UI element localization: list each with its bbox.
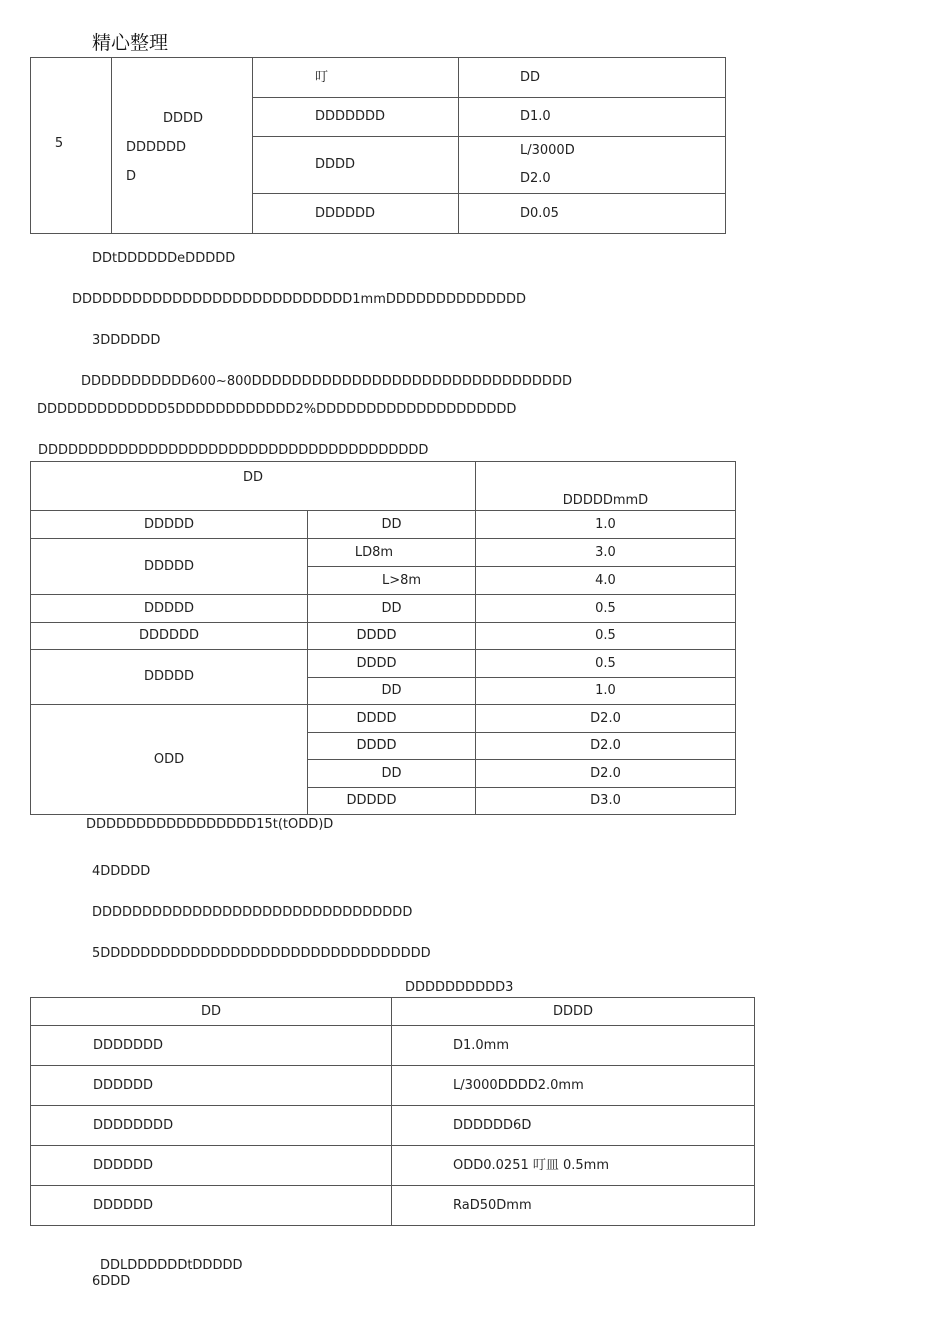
- value-cell: 4.0: [476, 567, 736, 595]
- footer-line: DDLDDDDDDtDDDDD: [100, 1258, 243, 1273]
- group-cell: DDDDD: [31, 511, 308, 539]
- header-cell: DD: [31, 998, 392, 1026]
- value-cell: 1.0: [476, 678, 736, 705]
- value-cell: 0.5: [476, 623, 736, 650]
- item-cell: DDDDDD: [31, 1066, 392, 1106]
- check-value-line: L/3000D: [520, 143, 575, 158]
- group-cell: DDDDD: [31, 539, 308, 595]
- check-item: DDDDDDD: [253, 98, 459, 137]
- group-cell: DDDDD: [31, 595, 308, 623]
- group-cell: DDDDD: [31, 650, 308, 705]
- item-cell: DDDDDD: [31, 1146, 392, 1186]
- value-cell: L/3000DDDD2.0mm: [392, 1066, 755, 1106]
- footer-line: 6DDD: [92, 1274, 131, 1289]
- check-value: D0.05: [459, 194, 726, 234]
- sub-cell: DD: [308, 511, 476, 539]
- item-name-cell: [112, 58, 253, 234]
- paragraph: DDDDDDDDDDDDDDDDDDDDDDDDDDDD1mmDDDDDDDDDDDDDD: [72, 292, 527, 307]
- item-number-cell: [31, 58, 112, 234]
- value-cell: 3.0: [476, 539, 736, 567]
- paragraph: 5DDDDDDDDDDDDDDDDDDDDDDDDDDDDDDDDD: [92, 946, 431, 961]
- item-name-line: DDDD: [163, 111, 204, 126]
- sub-cell: DDDD: [308, 623, 476, 650]
- sub-cell: DDDD: [308, 705, 476, 733]
- value-cell: D1.0mm: [392, 1026, 755, 1066]
- value-cell: D2.0: [476, 705, 736, 733]
- sub-cell: DDDD: [308, 650, 476, 678]
- check-value-line: D2.0: [520, 171, 551, 186]
- table-caption: DDDDDDDDDD3: [405, 980, 514, 995]
- group-cell: ODD: [31, 705, 308, 815]
- item-number: 5: [54, 135, 64, 151]
- paragraph: DDtDDDDDDeDDDDD: [92, 251, 236, 266]
- table-note: DDDDDDDDDDDDDDDDD15t(tODD)D: [86, 817, 334, 832]
- group-cell: DDDDDD: [31, 623, 308, 650]
- sub-cell: DDDD: [308, 733, 476, 760]
- tolerance-table-3: [30, 997, 755, 1226]
- paragraph: DDDDDDDDDDDDD5DDDDDDDDDDDD2%DDDDDDDDDDDDDDDDDDDD: [37, 402, 517, 417]
- value-cell: D3.0: [476, 788, 736, 815]
- paragraph: DDDDDDDDDDDDDDDDDDDDDDDDDDDDDDDD: [92, 905, 413, 920]
- item-name-line: DDDDDD: [126, 140, 187, 155]
- check-item: 叮: [253, 58, 459, 98]
- check-item: DDDDDD: [253, 194, 459, 234]
- item-cell: DDDDDDD: [31, 1026, 392, 1066]
- paragraph: 4DDDDD: [92, 864, 151, 879]
- header-item: DD: [31, 462, 476, 511]
- header-value: DDDDDmmD: [476, 462, 736, 511]
- value-cell: 1.0: [476, 511, 736, 539]
- item-cell: DDDDDDDD: [31, 1106, 392, 1146]
- sub-cell: DD: [308, 678, 476, 705]
- value-cell: D2.0: [476, 733, 736, 760]
- header-cell: DDDD: [392, 998, 755, 1026]
- sub-cell: DDDDD: [308, 788, 476, 815]
- value-cell: ODD0.0251 叮皿 0.5mm: [392, 1146, 755, 1186]
- table-caption: DDDDDDDDDDDDDDDDDDDDDDDDDDDDDDDDDDDDDDD: [38, 443, 429, 458]
- sub-cell: L>8m: [308, 567, 476, 595]
- check-value: D1.0: [459, 98, 726, 137]
- tolerance-table-1: [30, 57, 726, 234]
- check-value: [459, 137, 726, 194]
- value-cell: DDDDDD6D: [392, 1106, 755, 1146]
- sub-cell: DD: [308, 595, 476, 623]
- item-name-line: D: [126, 169, 137, 184]
- sub-cell: DD: [308, 760, 476, 788]
- sub-cell: LD8m: [308, 539, 476, 567]
- value-cell: 0.5: [476, 595, 736, 623]
- item-cell: DDDDDD: [31, 1186, 392, 1226]
- paragraph: DDDDDDDDDDD600~800DDDDDDDDDDDDDDDDDDDDDDDDDDDDDDDD: [81, 374, 572, 389]
- page-header: 精心整理: [92, 32, 169, 54]
- value-cell: 0.5: [476, 650, 736, 678]
- check-value: DD: [459, 58, 726, 98]
- tolerance-table-2: [30, 461, 736, 815]
- value-cell: RaD50Dmm: [392, 1186, 755, 1226]
- paragraph: 3DDDDDD: [92, 333, 161, 348]
- check-item: DDDD: [253, 137, 459, 194]
- value-cell: D2.0: [476, 760, 736, 788]
